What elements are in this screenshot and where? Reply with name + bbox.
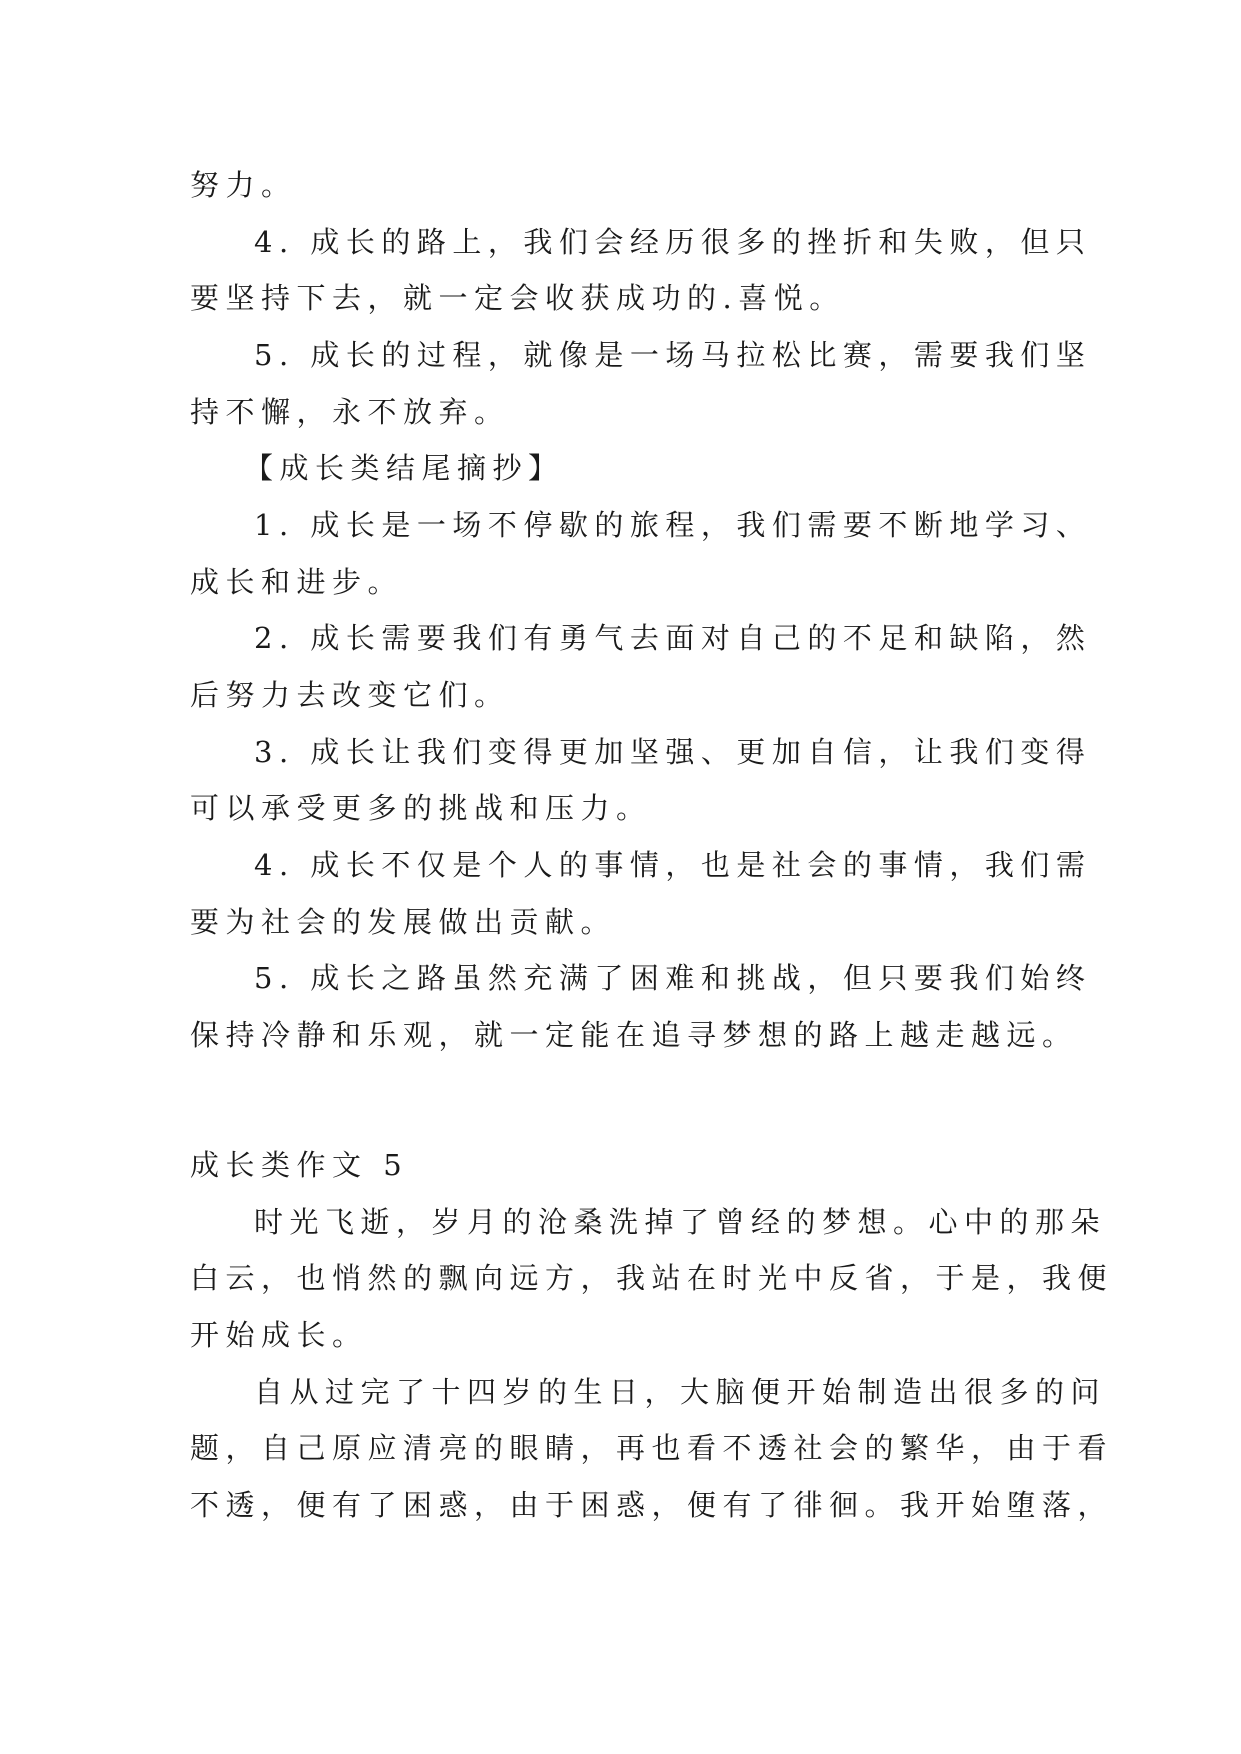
list-item: 5. 成长之路虽然充满了困难和挑战，但只要我们始终 (254, 961, 1092, 995)
paragraph-line: 题，自己原应清亮的眼睛，再也看不透社会的繁华，由于看 (190, 1431, 1114, 1465)
list-item: 2. 成长需要我们有勇气去面对自己的不足和缺陷，然 (254, 621, 1092, 655)
text-line: 努力。 (190, 168, 297, 202)
text-line: 后努力去改变它们。 (190, 678, 510, 712)
text-line: 要为社会的发展做出贡献。 (190, 905, 617, 939)
essay-title: 成长类作文 5 (190, 1148, 409, 1182)
text-line: 要坚持下去，就一定会收获成功的.喜悦。 (190, 281, 845, 315)
list-item: 4. 成长的路上，我们会经历很多的挫折和失败，但只 (254, 225, 1092, 259)
list-item: 3. 成长让我们变得更加坚强、更加自信，让我们变得 (254, 735, 1092, 769)
text-line: 可以承受更多的挑战和压力。 (190, 791, 652, 825)
list-item: 4. 成长不仅是个人的事情，也是社会的事情，我们需 (254, 848, 1092, 882)
text-line: 成长和进步。 (190, 565, 404, 599)
section-heading: 【成长类结尾摘抄】 (244, 451, 564, 485)
paragraph-line: 自从过完了十四岁的生日，大脑便开始制造出很多的问 (254, 1375, 1107, 1409)
text-line: 持不懈，永不放弃。 (190, 395, 510, 429)
text-line: 保持冷静和乐观，就一定能在追寻梦想的路上越走越远。 (190, 1018, 1078, 1052)
paragraph-line: 不透，便有了困惑，由于困惑，便有了徘徊。我开始堕落， (190, 1488, 1114, 1522)
list-item: 1. 成长是一场不停歇的旅程，我们需要不断地学习、 (254, 508, 1092, 542)
paragraph-line: 白云，也悄然的飘向远方，我站在时光中反省，于是，我便 (190, 1261, 1114, 1295)
list-item: 5. 成长的过程，就像是一场马拉松比赛，需要我们坚 (254, 338, 1092, 372)
paragraph-line: 开始成长。 (190, 1318, 368, 1352)
paragraph-line: 时光飞逝，岁月的沧桑洗掉了曾经的梦想。心中的那朵 (254, 1205, 1107, 1239)
